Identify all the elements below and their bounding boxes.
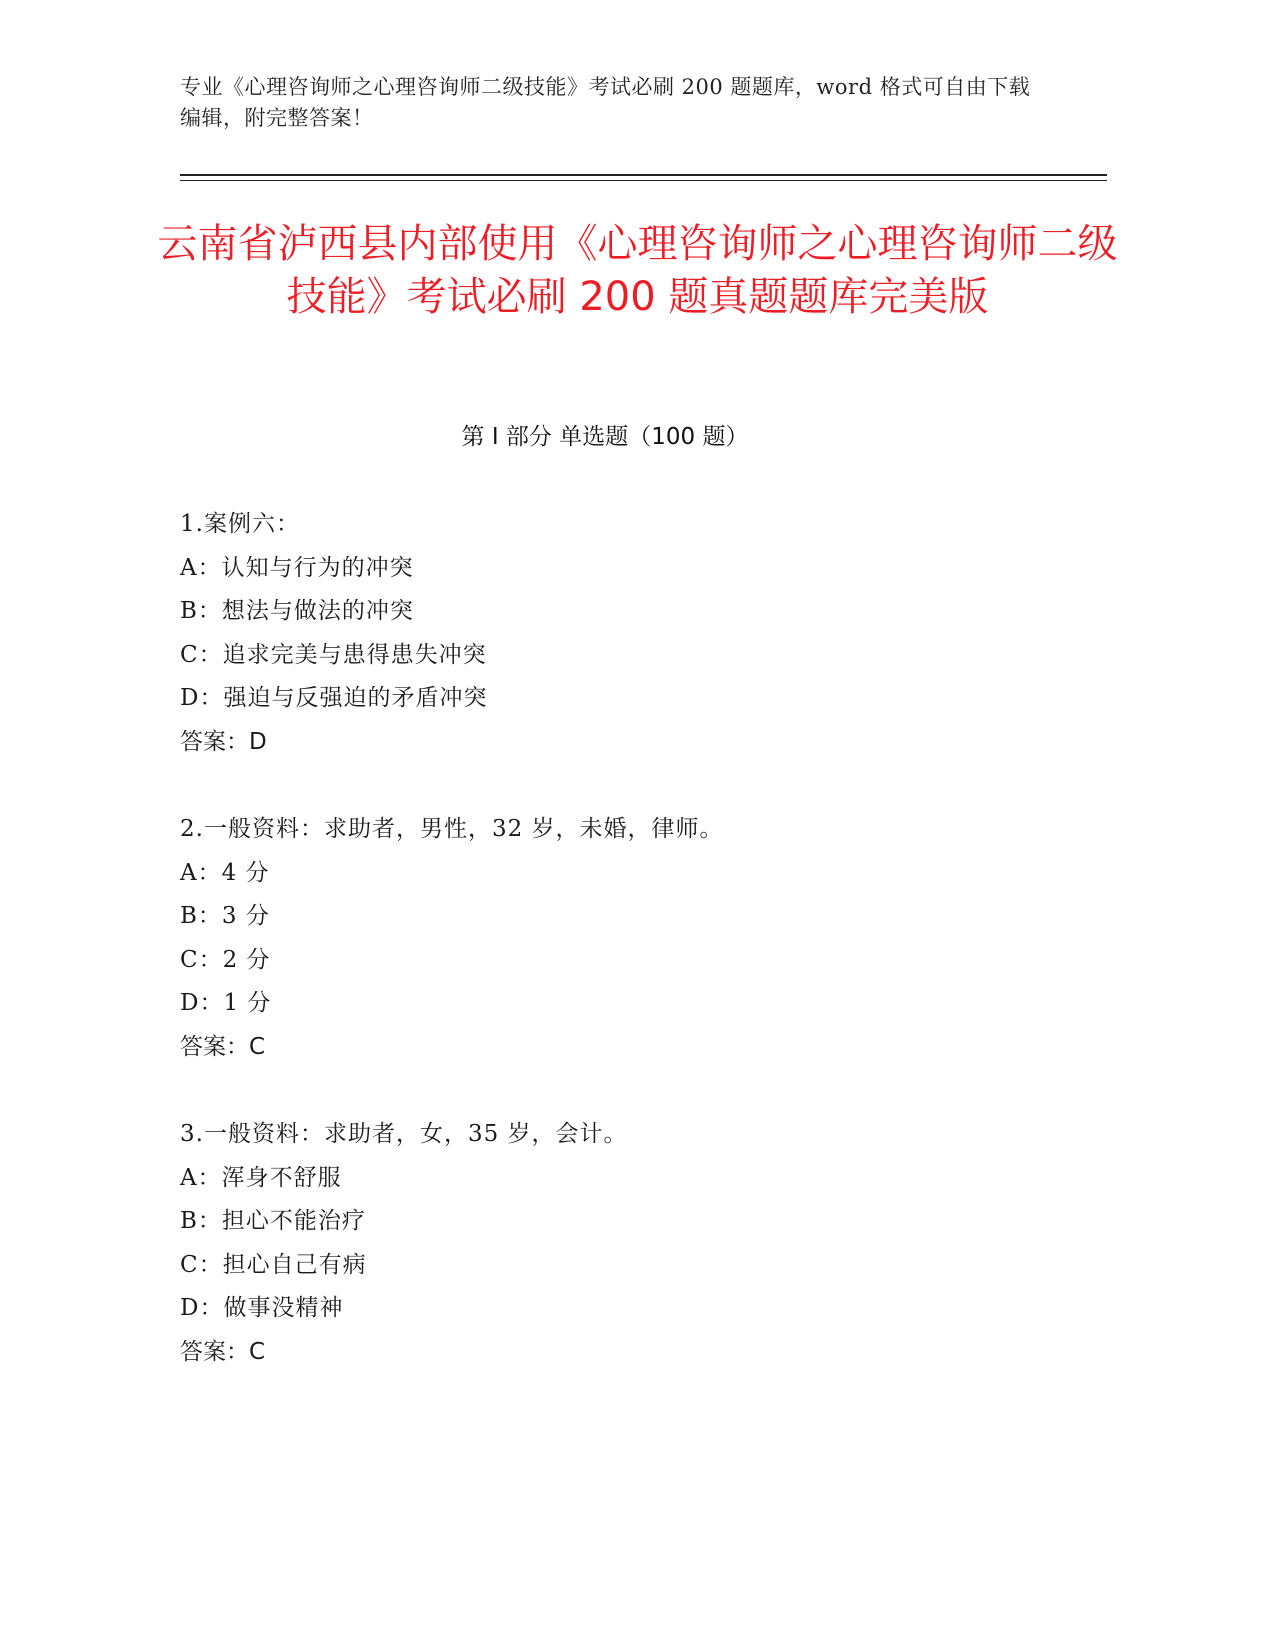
option-c: C：担心自己有病 xyxy=(180,1251,367,1278)
option-c: C：追求完美与患得患失冲突 xyxy=(180,641,487,668)
option-d: D：做事没精神 xyxy=(180,1295,344,1321)
header-divider-thin xyxy=(180,180,1107,181)
header-note: 专业《心理咨询师之心理咨询师二级技能》考试必刷 200 题题库，word 格式可自由下载编辑，附完整答案！ xyxy=(180,75,1031,130)
question-stem: 1.案例六： xyxy=(180,511,300,537)
option-c: C：2 分 xyxy=(180,946,271,973)
question-stem: 3.一般资料：求助者，女，35 岁，会计。 xyxy=(180,1121,628,1147)
option-d: D：1 分 xyxy=(180,990,272,1016)
section-heading: 第 I 部分 单选题（100 题） xyxy=(461,424,749,450)
question-block xyxy=(180,503,1080,764)
question-block xyxy=(180,1113,1080,1374)
option-d: D：强迫与反强迫的矛盾冲突 xyxy=(180,685,488,711)
header-divider-thick xyxy=(180,174,1107,176)
option-b: B：3 分 xyxy=(180,903,270,929)
option-b: B：想法与做法的冲突 xyxy=(180,598,414,624)
option-b: B：担心不能治疗 xyxy=(180,1208,366,1234)
option-a: A：4 分 xyxy=(180,859,270,886)
document-title: 云南省泸西县内部使用《心理咨询师之心理咨询师二级技能》考试必刷 200 题真题题库完美版 xyxy=(157,221,1118,320)
answer: 答案：D xyxy=(180,728,267,755)
answer: 答案：C xyxy=(180,1338,266,1365)
option-a: A：认知与行为的冲突 xyxy=(180,554,414,581)
option-a: A：浑身不舒服 xyxy=(180,1164,342,1191)
answer: 答案：C xyxy=(180,1033,266,1060)
question-block xyxy=(180,808,1080,1069)
question-stem: 2.一般资料：求助者，男性，32 岁，未婚，律师。 xyxy=(180,816,724,842)
